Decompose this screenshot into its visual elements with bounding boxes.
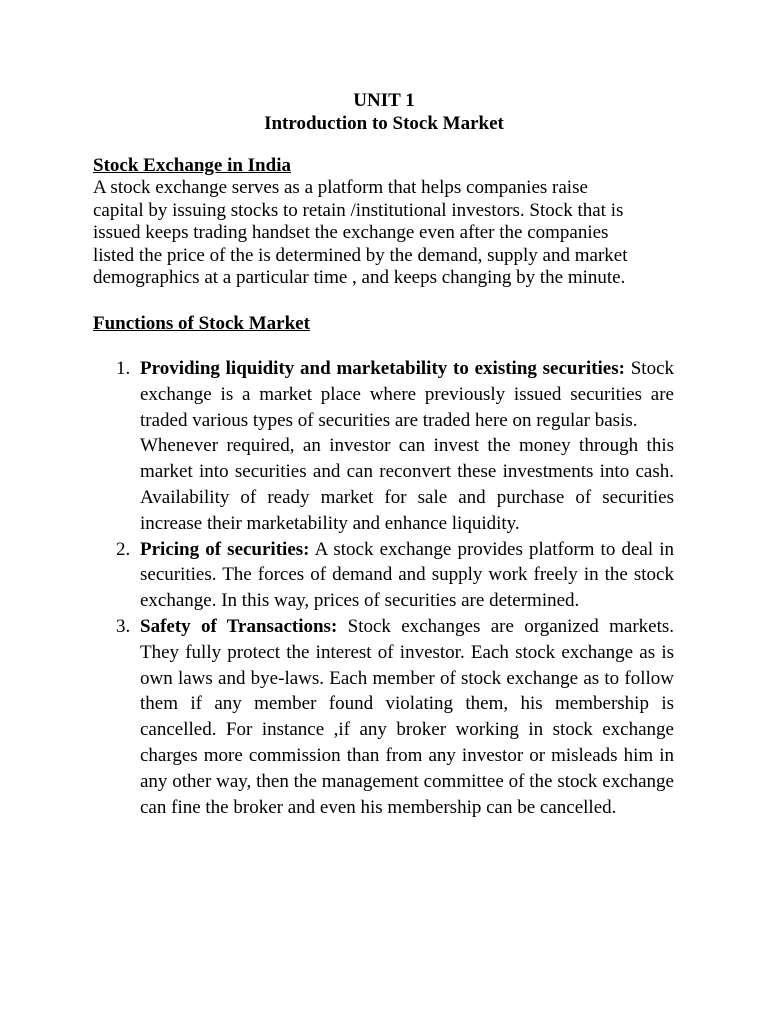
intro-line: A stock exchange serves as a platform that helps companies raise	[93, 177, 588, 198]
list-item-paragraph	[140, 537, 674, 614]
list-item	[0, 356, 674, 537]
intro-line: capital by issuing stocks to retain /institutional investors. Stock that is	[93, 199, 624, 221]
list-item-paragraph: Whenever required, an investor can invest the money through this market into securities and can reconvert these investments into cash. Availability of ready market for sale and purchase of securities increase their marketability and enhance liquidity.	[140, 435, 674, 534]
list-item-number: 1.	[116, 358, 131, 379]
intro-line: demographics at a particular time , and keeps changing by the minute.	[93, 267, 626, 288]
intro-line: listed the price of the is determined by the demand, supply and market	[93, 244, 628, 266]
list-item-paragraph	[140, 614, 674, 820]
list-item-title: Safety of Transactions:	[140, 615, 338, 637]
functions-list	[0, 356, 768, 820]
list-item-paragraph	[140, 356, 674, 433]
list-item-text: Stock exchange is a market place where previously issued securities are traded various types of securities are traded here on regular basis.	[140, 358, 675, 431]
intro-line: issued keeps trading handset the exchange even after the companies	[93, 222, 609, 243]
section-heading-stock-exchange-india: Stock Exchange in India	[93, 155, 291, 176]
list-item-number: 2.	[116, 538, 131, 560]
list-item-text: A stock exchange provides platform to deal in securities. The forces of demand and supply work freely in the stock exchange. In this way, prices of securities are determined.	[140, 538, 674, 612]
list-item	[0, 614, 674, 820]
intro-paragraph	[93, 177, 693, 290]
section-heading-functions: Functions of Stock Market	[93, 313, 310, 334]
list-item-title: Providing liquidity and marketability to existing securities:	[140, 358, 625, 379]
title-block	[0, 89, 768, 135]
list-item-number: 3.	[116, 615, 131, 637]
list-item-title: Pricing of securities:	[140, 538, 310, 560]
list-item-text: Stock exchanges are organized markets. They fully protect the interest of investor. Each stock exchange as is own laws and bye-laws. Each member of stock exchange as to follow them if any member found violating them, his membership is cancelled. For instance ,if any broker working in stock exchange charges more commission than from any investor or misleads him in any other way, then the management committee of the stock exchange can fine the broker and even his membership can be cancelled.	[140, 615, 675, 818]
list-item	[0, 537, 674, 614]
unit-title: UNIT 1	[353, 90, 415, 111]
unit-subtitle: Introduction to Stock Market	[264, 113, 504, 134]
